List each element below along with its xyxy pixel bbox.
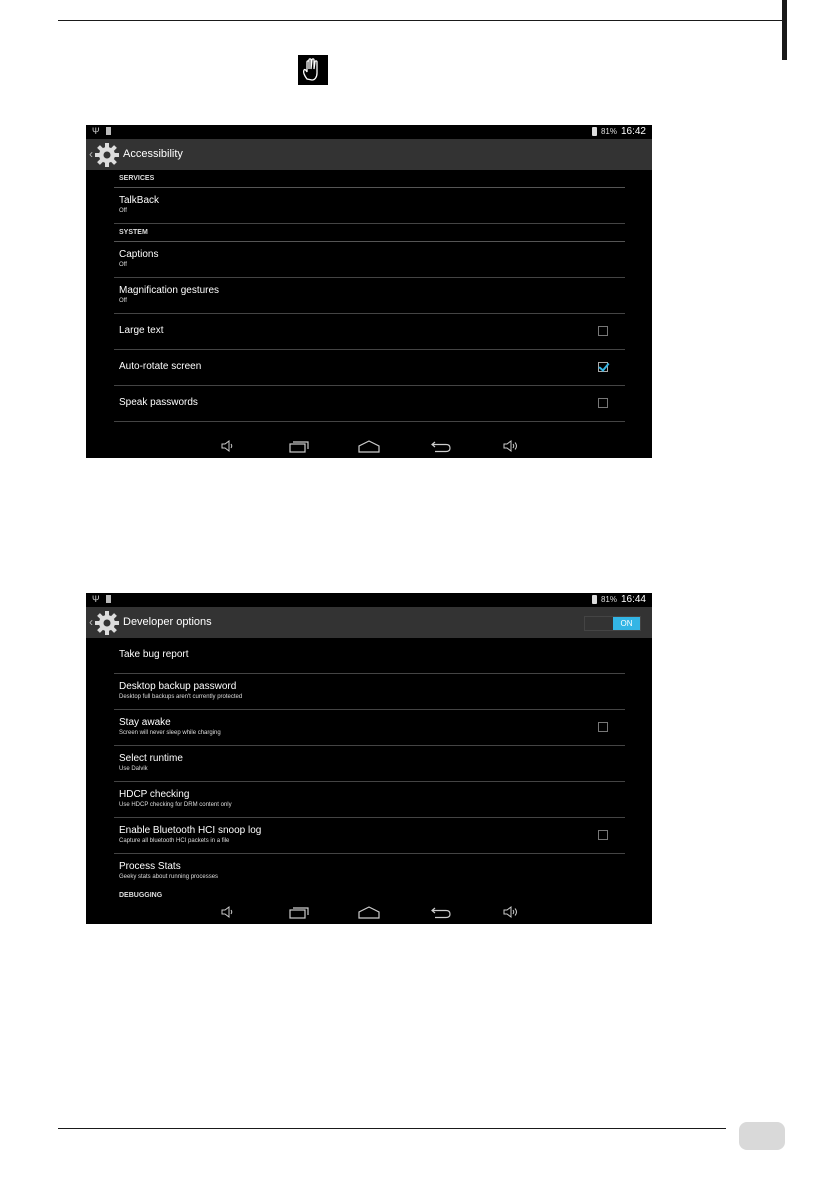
clock: 16:42 — [620, 126, 646, 137]
setting-title: Large text — [119, 325, 164, 336]
home-icon[interactable] — [358, 440, 380, 453]
volume-down-icon[interactable] — [221, 440, 235, 452]
setting-take-bug-report[interactable] — [114, 638, 625, 674]
settings-list — [114, 638, 625, 897]
back-icon[interactable] — [430, 906, 452, 919]
large-text-checkbox[interactable] — [598, 326, 608, 336]
up-chevron-icon[interactable]: ‹ — [89, 615, 93, 629]
setting-subtitle: Capture all bluetooth HCI packets in a file — [119, 838, 230, 844]
setting-title: HDCP checking — [119, 789, 190, 800]
setting-title: Desktop backup password — [119, 681, 237, 692]
setting-title: Enable Bluetooth HCI snoop log — [119, 825, 262, 836]
usb-icon: Ψ — [92, 126, 100, 136]
action-bar — [86, 607, 652, 638]
setting-bluetooth-hci-snoop[interactable] — [114, 818, 625, 854]
up-chevron-icon[interactable]: ‹ — [89, 147, 93, 161]
setting-title: Take bug report — [119, 649, 189, 660]
setting-magnification-gestures[interactable] — [114, 278, 625, 314]
developer-options-toggle[interactable] — [584, 616, 641, 631]
setting-subtitle: Off — [119, 208, 127, 214]
battery-icon — [592, 595, 597, 604]
setting-title: Stay awake — [119, 717, 171, 728]
section-header: SERVICES — [114, 170, 625, 188]
setting-stay-awake[interactable] — [114, 710, 625, 746]
sd-card-icon — [106, 127, 111, 135]
setting-large-text[interactable] — [114, 314, 625, 350]
action-bar — [86, 139, 652, 170]
nav-bar — [86, 436, 652, 458]
status-bar — [86, 593, 652, 607]
section-header: SYSTEM — [114, 224, 625, 242]
setting-subtitle: Desktop full backups aren't currently protected — [119, 694, 243, 700]
accessibility-screen — [86, 125, 652, 458]
setting-subtitle: Off — [119, 298, 127, 304]
page-title: Developer options — [123, 616, 212, 628]
status-bar — [86, 125, 652, 139]
usb-icon: Ψ — [92, 594, 100, 604]
volume-up-icon[interactable] — [503, 906, 519, 918]
hand-icon — [298, 55, 328, 85]
battery-percent: 81% — [600, 127, 617, 136]
setting-select-runtime[interactable] — [114, 746, 625, 782]
recent-apps-icon[interactable] — [289, 440, 309, 453]
sd-card-icon — [106, 595, 111, 603]
setting-subtitle: Use Dalvik — [119, 766, 148, 772]
setting-title: Process Stats — [119, 861, 181, 872]
battery-icon — [592, 127, 597, 136]
setting-hdcp-checking[interactable] — [114, 782, 625, 818]
speak-passwords-checkbox[interactable] — [598, 398, 608, 408]
nav-bar — [86, 902, 652, 924]
setting-title: Magnification gestures — [119, 285, 220, 296]
developer-options-screen — [86, 593, 652, 924]
header-corner-bar — [782, 0, 787, 60]
setting-subtitle: Use HDCP checking for DRM content only — [119, 802, 232, 808]
bluetooth-hci-checkbox[interactable] — [598, 830, 608, 840]
volume-up-icon[interactable] — [503, 440, 519, 452]
setting-process-stats[interactable] — [114, 854, 625, 889]
gear-icon[interactable] — [94, 610, 120, 636]
settings-list — [114, 170, 625, 422]
setting-auto-rotate[interactable] — [114, 350, 625, 386]
recent-apps-icon[interactable] — [289, 906, 309, 919]
setting-subtitle: Off — [119, 262, 127, 268]
setting-title: TalkBack — [119, 195, 160, 206]
setting-subtitle: Geeky stats about running processes — [119, 874, 219, 880]
page-title: Accessibility — [123, 148, 183, 160]
section-header-cut: DEBUGGING — [119, 892, 163, 897]
setting-subtitle: Screen will never sleep while charging — [119, 730, 221, 736]
stay-awake-checkbox[interactable] — [598, 722, 608, 732]
setting-title: Speak passwords — [119, 397, 198, 408]
setting-title: Captions — [119, 249, 159, 260]
home-icon[interactable] — [358, 906, 380, 919]
setting-desktop-backup-password[interactable] — [114, 674, 625, 710]
gear-icon[interactable] — [94, 142, 120, 168]
volume-down-icon[interactable] — [221, 906, 235, 918]
header-rule — [58, 20, 782, 21]
setting-speak-passwords[interactable] — [114, 386, 625, 422]
setting-title: Auto-rotate screen — [119, 361, 202, 372]
battery-percent: 81% — [600, 595, 617, 604]
back-icon[interactable] — [430, 440, 452, 453]
setting-talkback[interactable] — [114, 188, 625, 224]
clock: 16:44 — [620, 594, 646, 605]
page-number-tab — [739, 1122, 785, 1150]
setting-captions[interactable] — [114, 242, 625, 278]
auto-rotate-checkbox[interactable] — [598, 362, 608, 372]
toggle-on-label: ON — [613, 617, 640, 630]
setting-title: Select runtime — [119, 753, 183, 764]
footer-rule — [58, 1128, 726, 1129]
